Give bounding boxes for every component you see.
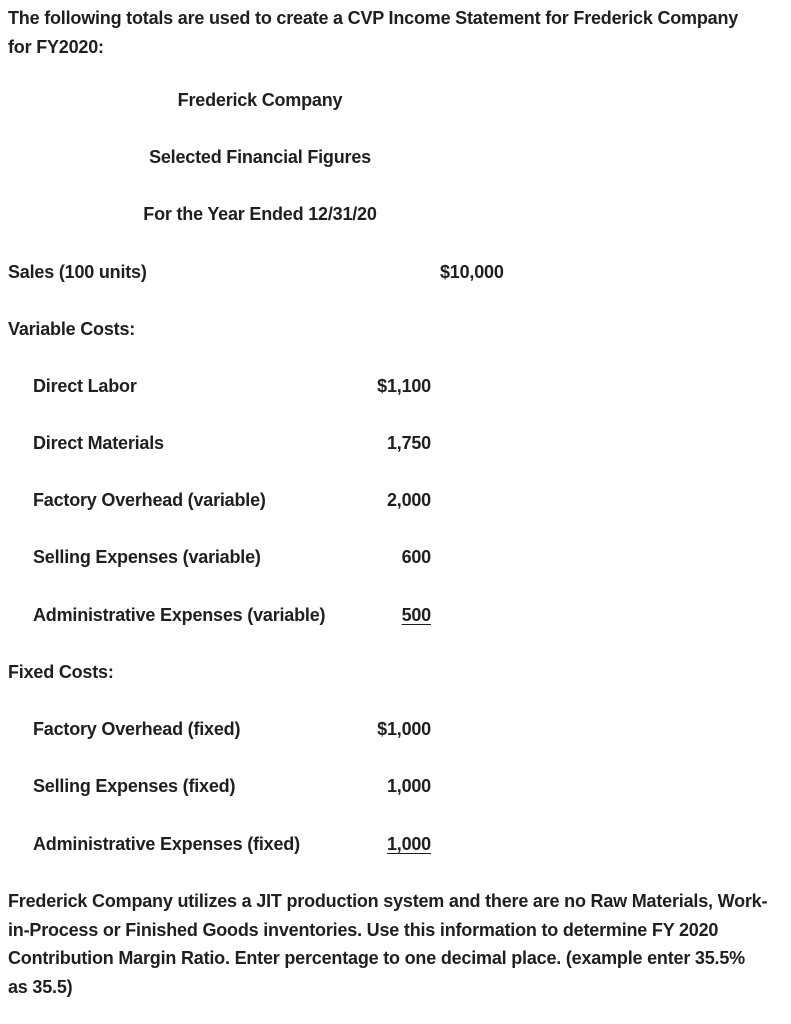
factory-overhead-fixed-amount: $1,000	[377, 719, 431, 739]
fixed-costs-heading: Fixed Costs:	[8, 662, 114, 682]
direct-labor-label: Direct Labor	[33, 376, 137, 396]
direct-materials-amount: 1,750	[386, 433, 431, 453]
admin-expenses-variable-label: Administrative Expenses (variable)	[33, 605, 326, 625]
question-paragraph: Frederick Company utilizes a JIT production system and there are no Raw Materials, Work-in-Process or Finished Goods inventories. Use this information to determine FY 2020 Contribution Margin Ratio. Enter percentage to one decimal place. (example enter 35.5% as 35.5)	[8, 891, 768, 997]
factory-overhead-variable-amount: 2,000	[386, 490, 431, 510]
selling-expenses-fixed-label: Selling Expenses (fixed)	[33, 776, 236, 796]
variable-costs-heading: Variable Costs:	[8, 319, 136, 339]
direct-labor-amount: $1,100	[377, 376, 431, 396]
factory-overhead-fixed-label: Factory Overhead (fixed)	[33, 719, 241, 739]
sales-amount: $10,000	[440, 262, 504, 282]
direct-materials-label: Direct Materials	[33, 433, 164, 453]
selling-expenses-variable-amount: 600	[401, 547, 431, 567]
selling-expenses-fixed-amount: 1,000	[386, 776, 431, 796]
selling-expenses-variable-label: Selling Expenses (variable)	[33, 547, 261, 567]
sales-label: Sales (100 units)	[8, 262, 147, 282]
factory-overhead-variable-label: Factory Overhead (variable)	[33, 490, 266, 510]
admin-expenses-fixed-label: Administrative Expenses (fixed)	[33, 834, 300, 854]
statement-period: For the Year Ended 12/31/20	[143, 204, 377, 224]
admin-expenses-fixed-amount: 1,000	[386, 834, 431, 854]
statement-title: Selected Financial Figures	[149, 147, 371, 167]
intro-paragraph: The following totals are used to create a CVP Income Statement for Frederick Company for FY2020:	[8, 8, 739, 57]
admin-expenses-variable-amount: 500	[401, 605, 431, 625]
company-name: Frederick Company	[177, 90, 343, 110]
